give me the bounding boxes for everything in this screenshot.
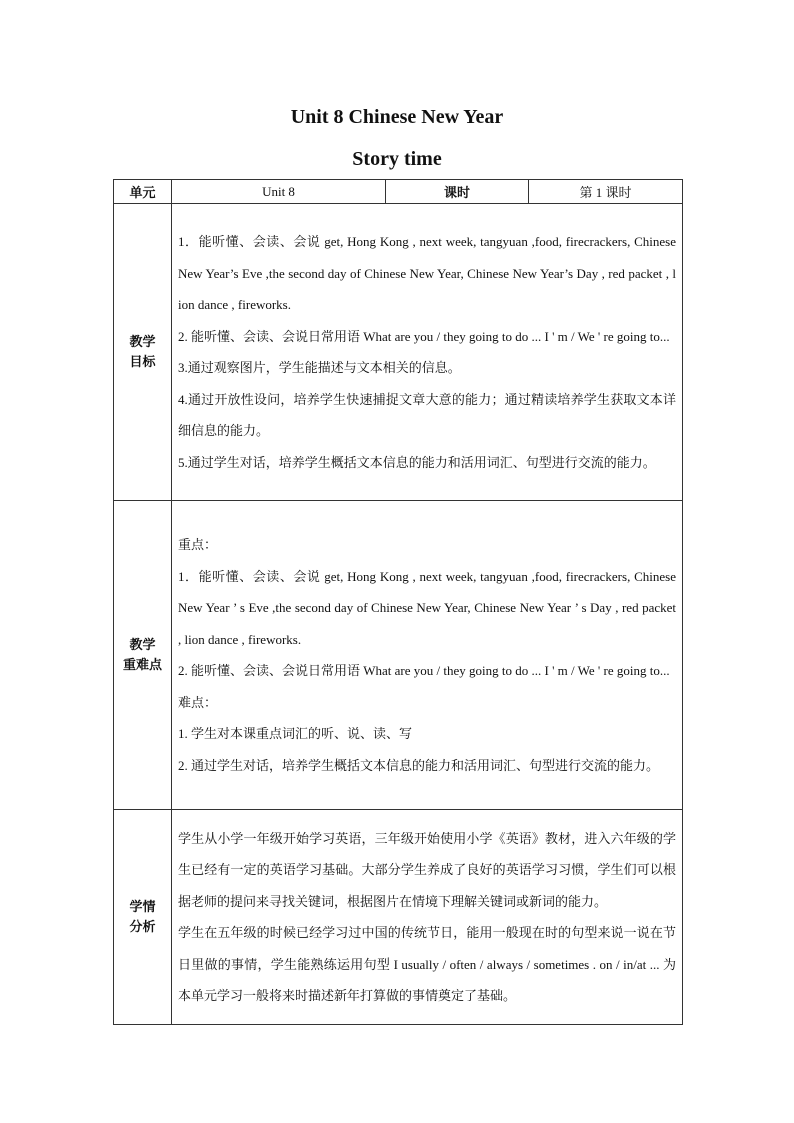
- objective-item: 5.通过学生对话，培养学生概括文本信息的能力和活用词汇、句型进行交流的能力。: [178, 454, 656, 470]
- key-point-item: 1. 学生对本课重点词汇的听、说、读、写: [178, 726, 413, 741]
- key-points-label: 教学 重难点: [114, 501, 172, 810]
- objective-item: 3.通过观察图片，学生能描述与文本相关的信息。: [178, 360, 461, 375]
- objectives-content: [172, 204, 683, 501]
- document-title: Unit 8 Chinese New Year: [290, 106, 504, 128]
- analysis-paragraph: 学生从小学一年级开始学习英语，三年级开始使用小学《英语》教材，进入六年级的学生已经有一定的英语学习基础。大部分学生养成了良好的英语学习习惯，学生们可以根据老师的提问来寻找关键词，根据图片在情境下理解关键词或新词的能力。: [178, 830, 676, 909]
- analysis-row: [114, 810, 683, 1025]
- analysis-label: 学情 分析: [114, 810, 172, 1025]
- objectives-row: [114, 204, 683, 501]
- unit-value: Unit 8: [172, 180, 386, 204]
- unit-label: 单元: [114, 180, 172, 204]
- objective-item: 1．能听懂、会读、会说 get, Hong Kong , next week, tangyuan ,food, firecrackers, Chinese New Year’s Eve ,the second day of Chinese New Year, Chinese New Year’s Day , red packet , lion dance , fireworks.: [178, 234, 676, 312]
- key-point-item: 2. 能听懂、会读、会说日常用语 What are you / they going to do ... I ' m / We ' re going to...: [178, 663, 670, 678]
- key-points-content: [172, 501, 683, 810]
- key-point-item: 重点：: [178, 537, 218, 552]
- period-value: 第 1 课时: [529, 180, 683, 204]
- document-subtitle: Story time: [352, 148, 442, 170]
- analysis-paragraph: 学生在五年级的时候已经学习过中国的传统节日，能用一般现在时的句型来说一说在节日里做的事情，学生能熟练运用句型 I usually / often / always / sometimes . on / in/at ... 为本单元学习一般将来时描述新年打算做的事情奠定了基础。: [178, 925, 676, 1003]
- key-point-item: 难点：: [178, 694, 218, 710]
- objectives-label: 教学 目标: [114, 204, 172, 501]
- lesson-plan-table: [113, 179, 683, 1025]
- header-row: [114, 180, 683, 204]
- objective-item: 2. 能听懂、会读、会说日常用语 What are you / they going to do ... I ' m / We ' re going to...: [178, 328, 670, 344]
- period-label: 课时: [386, 180, 529, 204]
- key-points-row: [114, 501, 683, 810]
- key-point-item: 2. 通过学生对话，培养学生概括文本信息的能力和活用词汇、句型进行交流的能力。: [178, 757, 660, 773]
- objective-item: 4.通过开放性设问，培养学生快速捕捉文章大意的能力；通过精读培养学生获取文本详细信息的能力。: [178, 391, 676, 438]
- key-point-item: 1．能听懂、会读、会说 get, Hong Kong , next week, tangyuan ,food, firecrackers, Chinese New Year ’ s Eve ,the second day of Chinese New Year, Chinese New Year ’ s Day , red packet , lion dance , fireworks.: [178, 568, 676, 647]
- analysis-content: [172, 810, 683, 1025]
